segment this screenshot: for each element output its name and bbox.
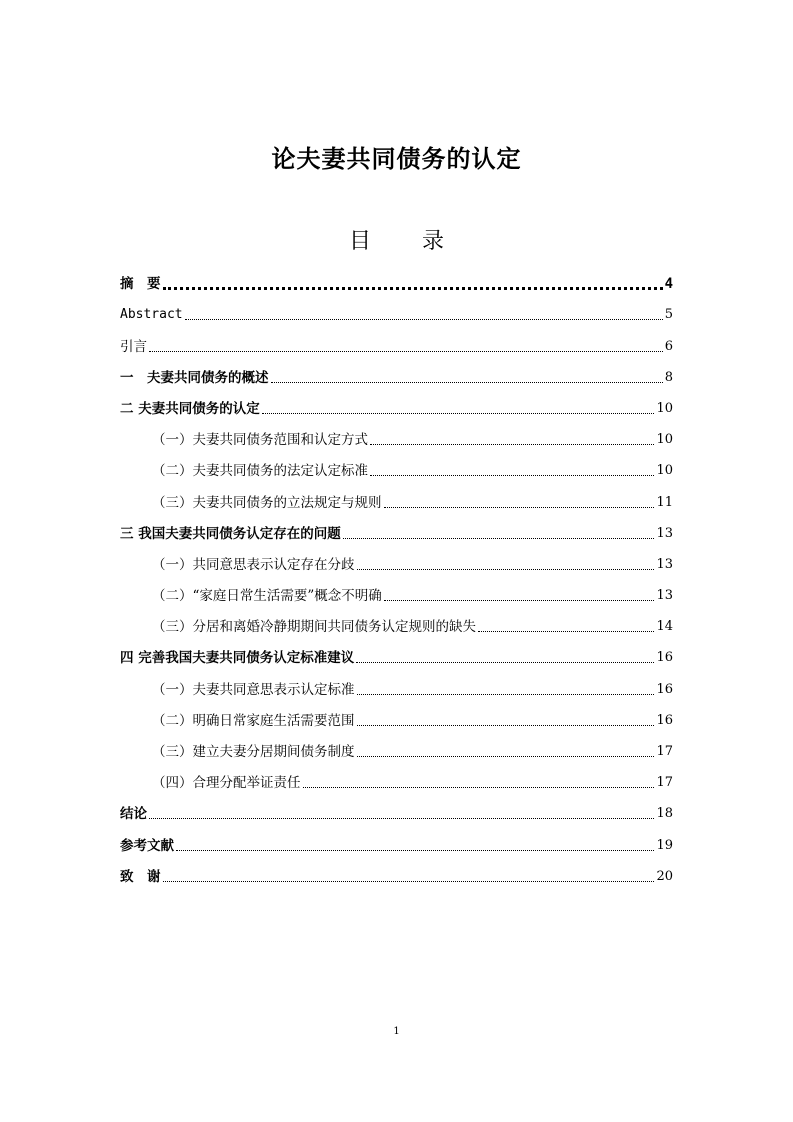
toc-entry-page: 4	[664, 276, 673, 293]
toc-entry-page: 20	[656, 868, 673, 884]
toc-entry-label: （二）“家庭日常生活需要”概念不明确	[152, 588, 382, 605]
toc-entry[interactable]	[120, 544, 673, 575]
toc-entry-label: （三）夫妻共同债务的立法规定与规则	[152, 494, 382, 511]
toc-entry-page: 6	[664, 338, 673, 354]
toc-entry-page: 5	[664, 307, 673, 323]
toc-entry[interactable]	[120, 575, 673, 606]
toc-entry-label: （三）分居和离婚冷静期期间共同债务认定规则的缺失	[152, 619, 476, 636]
toc-entry[interactable]	[120, 793, 673, 824]
toc-entry-page: 13	[656, 588, 673, 604]
toc-leader-dots	[357, 568, 655, 570]
toc-entry-page: 16	[656, 712, 673, 728]
toc-entry[interactable]	[120, 388, 673, 419]
toc-entry-label: 参考文献	[120, 837, 174, 854]
toc-entry[interactable]	[120, 731, 673, 762]
toc-entry-page: 13	[656, 525, 673, 541]
toc-entry-page: 17	[656, 775, 673, 791]
toc-entry-label: （一）夫妻共同意思表示认定标准	[152, 681, 355, 698]
page-number: 1	[393, 1026, 400, 1037]
toc-entry-page: 10	[656, 432, 673, 448]
toc-leader-dots	[271, 381, 663, 383]
toc-entry-label: 三 我国夫妻共同债务认定存在的问题	[120, 525, 341, 542]
toc-entry-label: 引言	[120, 338, 147, 355]
toc-entry-page: 17	[656, 744, 673, 759]
toc-entry[interactable]	[120, 481, 673, 512]
toc-entry[interactable]	[120, 450, 673, 481]
toc-entry[interactable]	[120, 294, 673, 325]
toc-entry[interactable]	[120, 263, 673, 294]
toc-entry-page: 16	[656, 650, 673, 666]
document-title: 论夫妻共同债务的认定	[271, 145, 522, 173]
toc-leader-dots	[370, 474, 654, 476]
toc-entry-label: 摘 要	[120, 276, 161, 293]
toc-entry[interactable]	[120, 700, 673, 731]
toc-entry-page: 18	[656, 806, 673, 822]
toc-leader-dots	[356, 661, 654, 663]
toc-entry-label: （一）共同意思表示认定存在分歧	[152, 556, 355, 573]
toc-leader-dots	[384, 506, 655, 508]
toc-leader-dots	[357, 724, 655, 726]
toc-leader-dots	[149, 817, 654, 819]
toc-leader-dots	[384, 599, 655, 601]
toc-entry[interactable]	[120, 762, 673, 793]
toc-entry-page: 19	[656, 837, 673, 853]
toc-leader-dots	[357, 755, 655, 757]
toc-entry-label: 二 夫妻共同债务的认定	[120, 400, 260, 417]
toc-entry-label: 一 夫妻共同债务的概述	[120, 369, 269, 386]
toc-entry-page: 14	[656, 619, 673, 635]
toc-entry[interactable]	[120, 856, 673, 887]
toc-entry-page: 13	[656, 556, 673, 572]
toc-entry-label: （二）夫妻共同债务的法定认定标准	[152, 463, 368, 480]
toc-heading: 目 录	[349, 229, 466, 254]
toc-leader-dots	[357, 693, 655, 695]
toc-entry-label: 致 谢	[120, 868, 161, 885]
toc-entry-page: 10	[656, 463, 673, 479]
toc-entry-page: 16	[656, 681, 673, 697]
toc-entry[interactable]	[120, 513, 673, 544]
toc-entry-label: （四）合理分配举证责任	[152, 775, 301, 792]
toc-entry[interactable]	[120, 824, 673, 855]
toc-leader-dots	[163, 880, 655, 882]
toc-leader-dots	[149, 350, 663, 352]
toc-leader-dots	[262, 412, 655, 414]
toc-leader-dots	[343, 537, 655, 539]
table-of-contents	[120, 263, 673, 887]
toc-entry-label: 四 完善我国夫妻共同债务认定标准建议	[120, 650, 355, 667]
toc-entry[interactable]	[120, 357, 673, 388]
toc-entry-label: （二）明确日常家庭生活需要范围	[152, 712, 355, 729]
toc-entry-label: （三）建立夫妻分居期间债务制度	[152, 744, 355, 760]
toc-leader-dots	[303, 786, 655, 788]
toc-leader-dots	[185, 318, 663, 320]
toc-entry-label: （一）夫妻共同债务范围和认定方式	[152, 432, 368, 449]
toc-entry-label: 结论	[120, 806, 147, 823]
toc-entry-page: 11	[656, 494, 673, 510]
toc-entry-page: 8	[664, 369, 673, 385]
toc-entry[interactable]	[120, 419, 673, 450]
toc-leader-dots	[176, 849, 654, 851]
toc-leader-dots	[163, 286, 663, 290]
toc-entry[interactable]	[120, 668, 673, 699]
toc-entry-label: Abstract	[120, 307, 183, 323]
toc-leader-dots	[370, 443, 654, 445]
toc-entry-page: 10	[656, 400, 673, 416]
toc-leader-dots	[478, 630, 654, 632]
toc-entry[interactable]	[120, 637, 673, 668]
toc-entry[interactable]	[120, 325, 673, 356]
toc-entry[interactable]	[120, 606, 673, 637]
